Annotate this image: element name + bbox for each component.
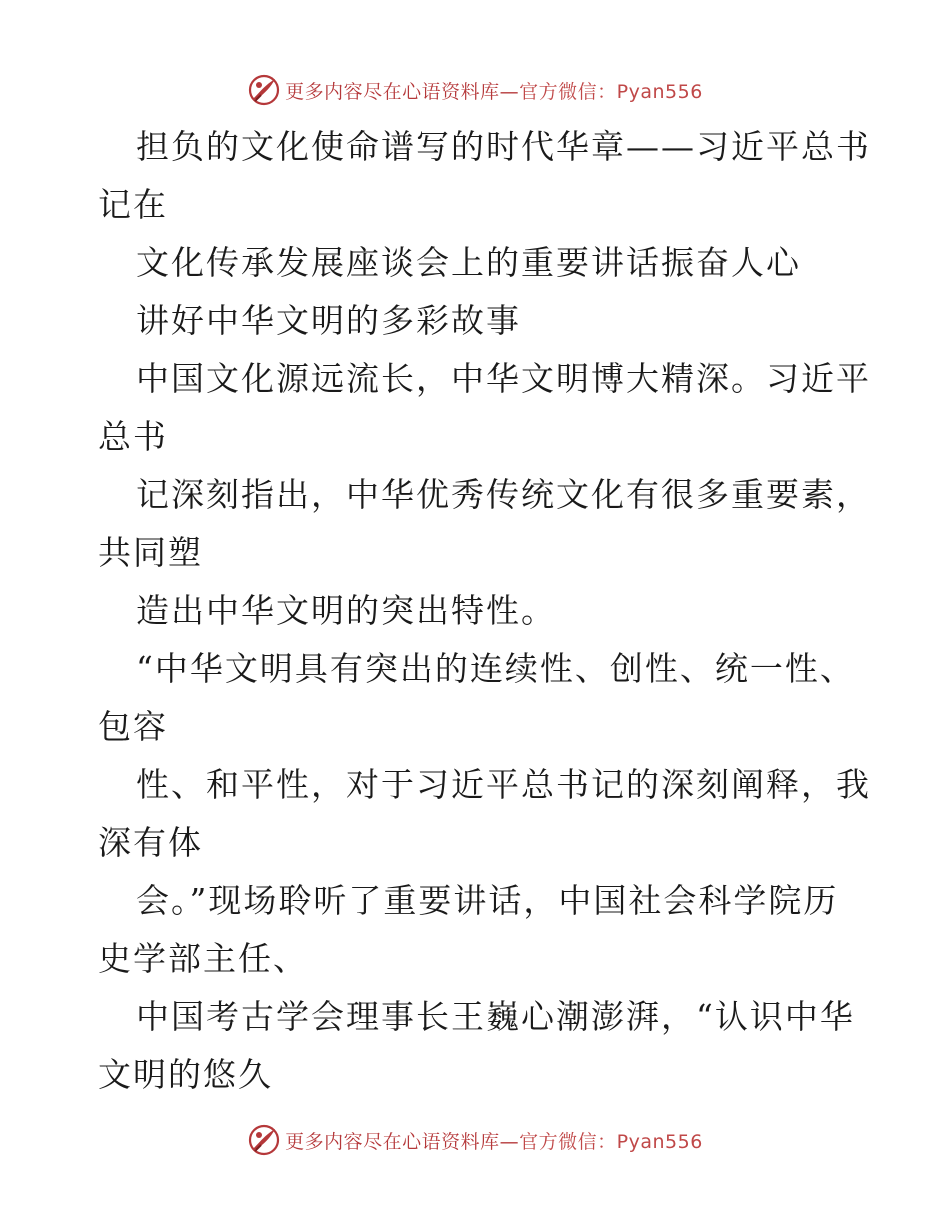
body-line: 史学部主任、: [98, 939, 308, 978]
footer-promo-text: 更多内容尽在心语资料库: [285, 1130, 500, 1153]
body-line: 共同塑: [98, 533, 203, 572]
footer-wechat-text: 官方微信：Pyan556: [519, 1130, 703, 1153]
document-body: [98, 118, 871, 1104]
body-line: 中国文化源远流长，中华文明博大精深。习近平: [136, 359, 871, 398]
body-line: 讲好中华文明的多彩故事: [136, 301, 521, 340]
header-banner-text: [285, 77, 703, 104]
body-line: 文明的悠久: [98, 1055, 273, 1094]
header-banner-inner: [247, 73, 703, 107]
quill-pen-logo-icon: [247, 1123, 281, 1157]
header-banner: [0, 70, 950, 110]
quill-pen-logo-icon: [247, 73, 281, 107]
body-line: 包容: [98, 707, 168, 746]
header-promo-text: 更多内容尽在心语资料库: [285, 80, 500, 103]
body-line: 中国考古学会理事长王巍心潮澎湃，“认识中华: [136, 997, 855, 1036]
footer-dash: —: [499, 1130, 520, 1153]
footer-banner-inner: [247, 1123, 703, 1157]
body-line: “中华文明具有突出的连续性、创性、统一性、: [136, 649, 855, 688]
body-line: 记深刻指出，中华优秀传统文化有很多重要素，: [136, 475, 871, 514]
footer-banner-text: [285, 1127, 703, 1154]
body-line: 性、和平性，对于习近平总书记的深刻阐释，我: [136, 765, 871, 804]
body-line: 总书: [98, 417, 168, 456]
header-wechat-text: 官方微信：Pyan556: [519, 80, 703, 103]
footer-banner: [0, 1120, 950, 1160]
body-line: 深有体: [98, 823, 203, 862]
body-line: 担负的文化使命谱写的时代华章——习近平总书: [136, 127, 871, 166]
header-dash: —: [499, 80, 520, 103]
body-line: 造出中华文明的突出特性。: [136, 591, 556, 630]
body-line: 记在: [98, 185, 168, 224]
body-line: 文化传承发展座谈会上的重要讲话振奋人心: [136, 243, 801, 282]
body-line: 会。”现场聆听了重要讲话，中国社会科学院历: [136, 881, 839, 920]
